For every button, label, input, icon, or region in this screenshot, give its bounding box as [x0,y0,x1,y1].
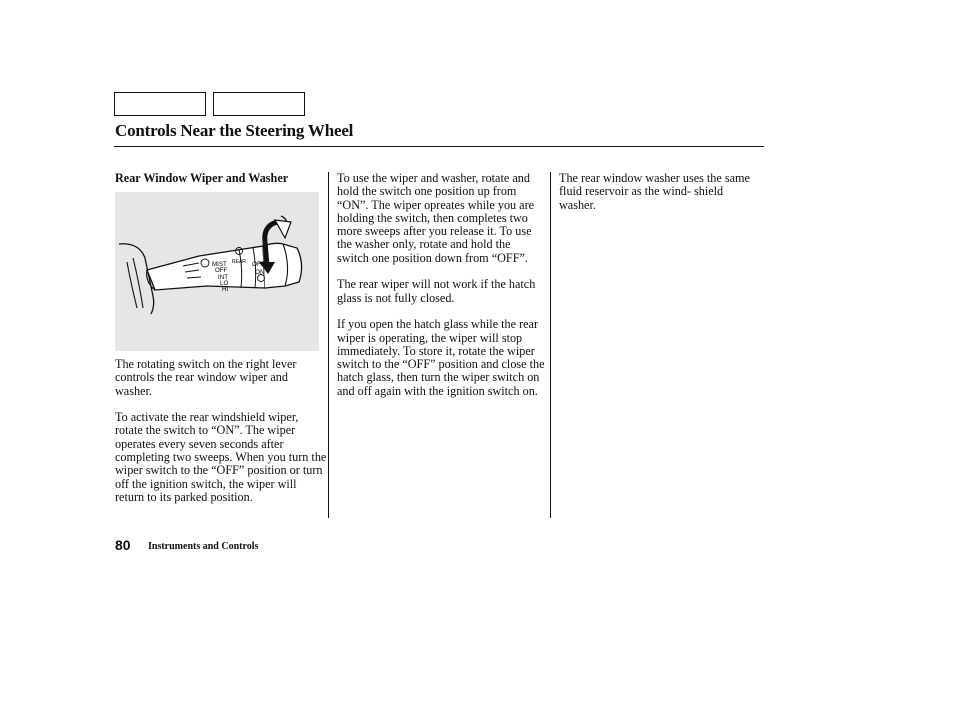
wiper-lever-icon [115,192,319,351]
paragraph: If you open the hatch glass while the rear wiper is operating, the wiper will stop immediately. To store it, rotate the wiper switch to the “OFF” position and close the hatch glass, then turn the wiper switch on and off again with the ignition switch on. [337,317,545,398]
column-2 [337,172,545,411]
label-off-right: OFF [252,261,265,268]
column-divider-1 [328,172,329,518]
column-1-text [115,358,327,518]
paragraph: The rear window washer uses the same fluid reservoir as the wind- shield washer. [559,171,750,212]
paragraph: To use the wiper and washer, rotate and hold the switch one position up from “ON”. The wiper opreates while you are holding the switch, then completes two more sweeps after you release it. To use the washer only, rotate and hold the switch one position down from “OFF”. [337,171,535,265]
paragraph: The rear wiper will not work if the hatch glass is not fully closed. [337,277,536,305]
header-tab-box-1 [114,92,206,116]
label-mist: MIST [212,261,227,268]
label-int: INT [218,274,228,281]
footer-section-title: Instruments and Controls [148,541,259,552]
label-on: ON [255,269,265,276]
page-title: Controls Near the Steering Wheel [115,121,354,140]
wiper-switch-illustration [115,192,319,351]
title-rule [114,146,764,147]
paragraph: To activate the rear windshield wiper, rotate the switch to “ON”. The wiper operates every seven seconds after completing two sweeps. When you turn the wiper switch to the “OFF” position or turn off the ignition switch, the wiper will return to its parked position. [115,410,327,504]
column-3 [559,172,754,225]
column-divider-2 [550,172,551,518]
label-hi: HI [222,286,229,293]
label-lo: LO [220,280,229,287]
page-number: 80 [115,537,131,553]
paragraph: The rotating switch on the right lever controls the rear window wiper and washer. [115,357,297,398]
label-rear: REAR [232,259,246,265]
column-1 [115,172,325,191]
header-tab-box-2 [213,92,305,116]
section-heading: Rear Window Wiper and Washer [115,171,289,185]
label-off-left: OFF [215,267,228,274]
